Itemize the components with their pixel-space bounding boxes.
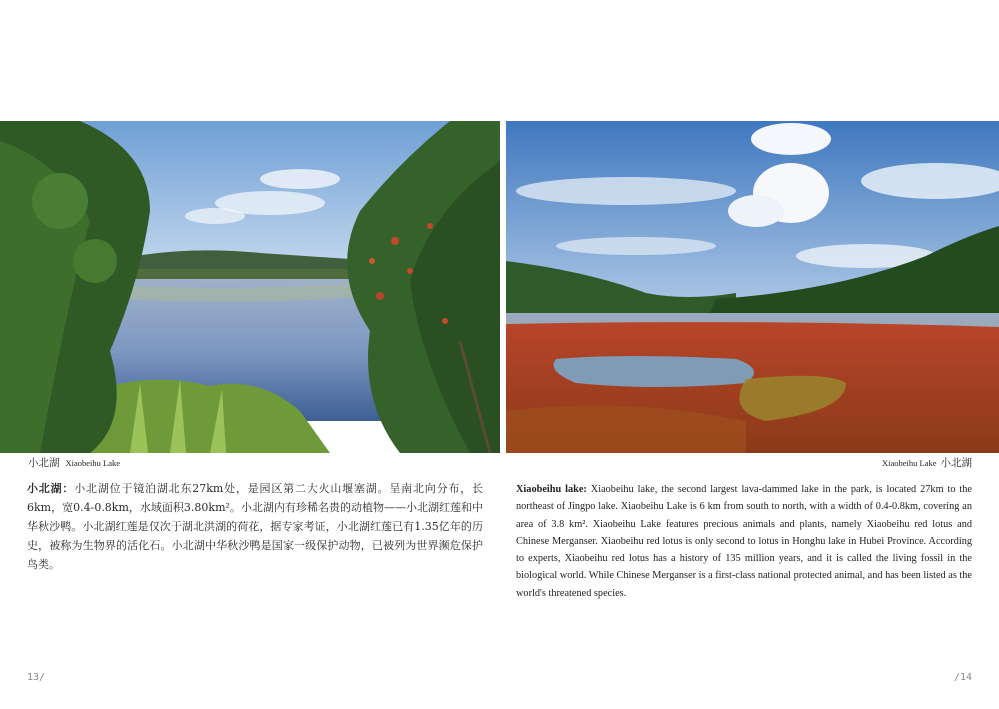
chinese-description-lead: 小北湖： [27, 482, 75, 495]
photo-xiaobeihu-lake-summer [0, 121, 500, 453]
page-number-right: /14 [953, 672, 972, 683]
english-description-lead: Xiaobeihu lake: [516, 484, 587, 495]
caption-english: Xiaobeihu Lake [65, 458, 121, 468]
chinese-description-text: 小北湖位于镜泊湖北东27km处，是园区第二大火山堰塞湖。呈南北向分布，长6km，宽0.4-0.8km，水域面积3.80km²。小北湖内有珍稀名贵的动植物——小北湖红莲和中华秋沙鸭。小北湖红莲是仅次于湖北洪湖的荷花，据专家考证，小北湖红莲已有1.35亿年的历史，被称为生物界的活化石。小北湖中华秋沙鸭是国家一级保护动物，已被列为世界濒危保护鸟类。 [27, 482, 484, 571]
caption-english: Xiaobeihu Lake [881, 458, 937, 468]
photo-xiaobeihu-lake-autumn [506, 121, 999, 453]
page-number-left: 13/ [27, 672, 46, 683]
photo-caption-right [882, 455, 972, 470]
caption-chinese: 小北湖 [28, 457, 60, 469]
english-description-text: Xiaobeihu lake, the second largest lava-dammed lake in the park, is located 27km to the northeast of Jingpo lake. Xiaobeihu Lake is 6 km from south to north, with a width of 0.4-0.8km, covering an area of 3.8 km². Xiaobeihu Lake features precious animals and plants, namely Xiaobeihu red lotus and Chinese Merganser. Xiaobeihu red lotus is only second to lotus in Honghu lake in Hubei Province. According to experts, Xiaobeihu red lotus has a history of 135 million years, and it is called the living fossil in the biological world. While Chinese Merganser is a first-class national protected animal, and has been listed as the world's threatened species. [516, 484, 973, 599]
caption-chinese: 小北湖 [940, 457, 972, 469]
english-description [516, 481, 972, 602]
photo-caption-left [28, 455, 120, 470]
chinese-description [27, 479, 483, 574]
